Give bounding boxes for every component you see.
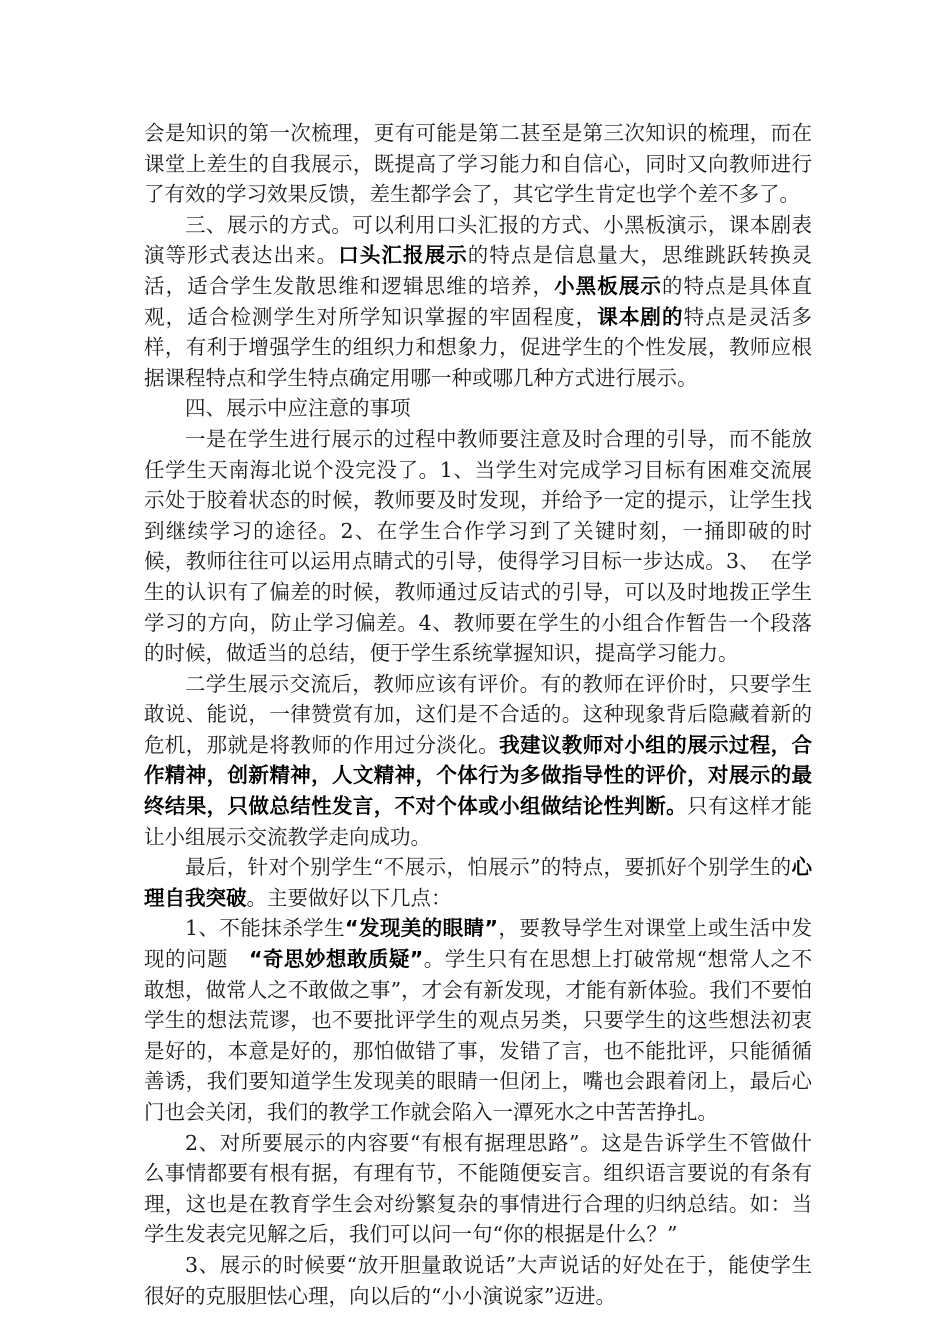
finally-text-a: 最后，针对个别学生“不展示，怕展示”的特点，要抓好个别学生的	[185, 855, 792, 880]
display-methods-text-a: 三、展示的方式。可以利用口头汇报的方式、小黑板演示，课本剧表演等形式表达出来。	[144, 212, 812, 268]
blackboard-display-bold: 小黑板展示	[554, 273, 663, 298]
paragraph-1-text: 会是知识的第一次梳理，更有可能是第二甚至是第三次知识的梳理，而在课堂上差生的自我展示，既提高了学习能力和自信心，同时又向教师进行了有效的学习效果反馈，差生都学会了，其它学生肯定也学个差不多了。	[144, 121, 812, 207]
textbook-play-bold: 课本剧的	[597, 304, 684, 329]
paragraph-point-3	[144, 1250, 812, 1311]
paragraph-display-methods	[144, 210, 812, 394]
point-2-text: 2、对所要展示的内容要“有根有据理思路”。这是告诉学生不管做什么事情都要有根有据，有理有节，不能随便妄言。组织语言要说的有条有理，这也是在教育学生会对纷繁复杂的事情进行合理的归纳总结。如：当学生发表完见解之后，我们可以问一句“你的根据是什么？”	[144, 1130, 812, 1247]
paragraph-guidance	[144, 424, 812, 669]
paragraph-finally	[144, 852, 812, 913]
evaluation-suggestion-bold: 我建议教师对小组的展示过程，合作精神，创新精神，人文精神，个体行为多做指导性的评价，对展示的最终结果，只做总结性发言，不对个体或小组做结论性判断。	[144, 732, 813, 819]
oral-report-display-bold: 口头汇报展示	[338, 243, 468, 268]
display-methods-text-c: 的特点是信息量大，思维跳跃转换灵活，适合学生发散思维和逻辑思维的培养，	[144, 243, 812, 298]
evaluation-text-c: 只有这样才能让小组展示交流教学走向成功。	[144, 794, 813, 849]
section-heading-notes	[144, 393, 812, 424]
display-methods-text-e: 特点是灵活多样，有利于增强学生的组织力和想象力，促进学生的个性发展，教师应根据课程特点和学生特点确定用哪一种或哪几种方式进行展示。	[144, 304, 813, 390]
point-1-text-d: 。学生只有在思想上打破常规“想常人之不敢想，做常人之不敢做之事”，才会有新发现，才能有新体验。我们不要怕学生的想法荒谬，也不要批评学生的观点另类，只要学生的这些想法初衷是好的，本意是好的，那怕做错了事，发错了言，也不能批评，只能循循善诱，我们要知道学生发现美的眼睛一但闭上，嘴也会跟着闭上，最后心门也会关闭，我们的教学工作就会陷入一潭死水之中苦苦挣扎。	[144, 947, 813, 1124]
paragraph-evaluation	[144, 669, 812, 853]
point-1-text-a: 1、不能抹杀学生	[185, 916, 346, 941]
paragraph-point-2	[144, 1128, 812, 1250]
psychological-breakthrough-bold: 心理自我突破	[144, 855, 812, 910]
paragraph-1	[144, 118, 812, 210]
point-3-text: 3、展示的时候要“放开胆量敢说话”大声说话的好处在于，能使学生很好的克服胆怯心理，向以后的“小小演说家”迈进。	[144, 1252, 812, 1308]
point-1-text-c: ，要教导学生对课堂上或生活中发现的问题	[144, 916, 812, 972]
discover-beauty-eyes-bold: “发现美的眼睛”	[345, 916, 498, 941]
finally-text-c: 。主要做好以下几点：	[246, 885, 452, 910]
display-methods-text-d: 的特点是具体直观，适合检测学生对所学知识掌握的牢固程度，	[144, 273, 813, 329]
section-heading-notes-text: 四、展示中应注意的事项	[185, 396, 411, 421]
evaluation-text-a: 二学生展示交流后，教师应该有评价。有的教师在评价时，只要学生敢说、能说，一律赞赏有加，这们是不合适的。这种现象背后隐藏着新的危机，那就是将教师的作用过分淡化。	[144, 671, 812, 757]
paragraph-guidance-text: 一是在学生进行展示的过程中教师要注意及时合理的引导，而不能放任学生天南海北说个没完没了。1、当学生对完成学习目标有困难交流展示处于胶着状态的时候，教师要及时发现，并给予一定的提示，让学生找到继续学习的途径。2、在学生合作学习到了关键时刻，一捅即破的时候，教师往往可以运用点睛式的引导，使得学习目标一步达成。3、 在学生的认识有了偏差的时候，教师通过反诘式的引导，可以及时地拨正学生学习的方向，防止学习偏差。4、教师要在学生的小组合作暂告一个段落的时候，做适当的总结，便于学生系统掌握知识，提高学习能力。	[144, 426, 812, 666]
paragraph-point-1	[144, 913, 812, 1127]
bold-questioning-bold: “奇思妙想敢质疑”	[248, 947, 424, 972]
document-page	[144, 118, 812, 1311]
